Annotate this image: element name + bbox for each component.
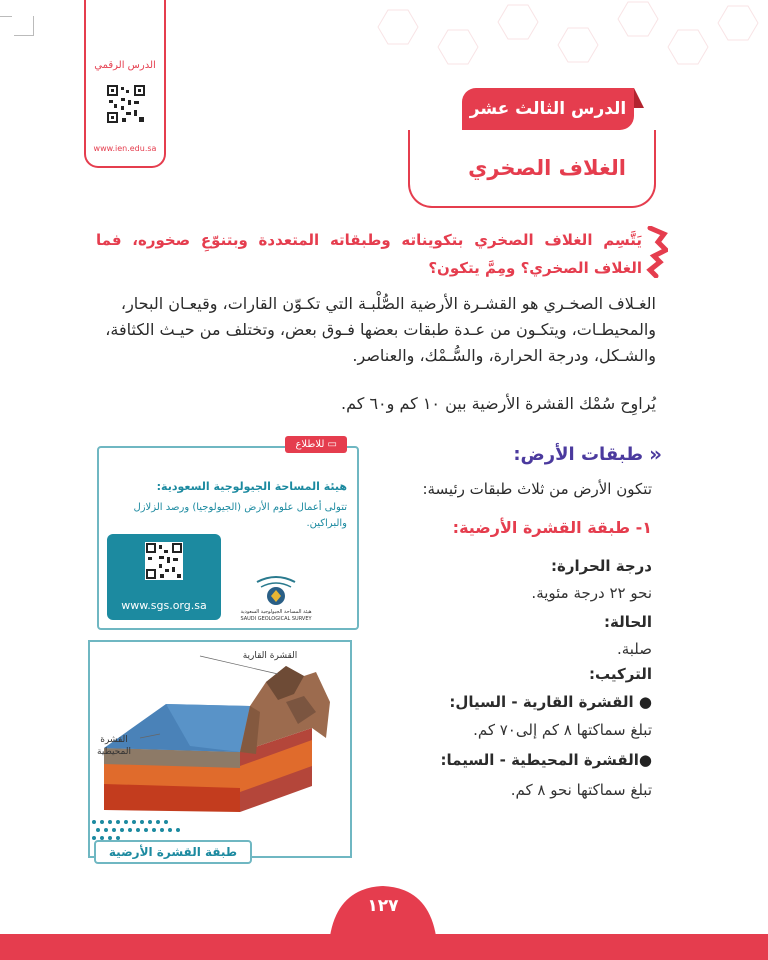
continental-crust-value: تبلغ سماكتها ٨ كم إلى٧٠ كم. <box>473 721 652 739</box>
layers-heading <box>513 442 656 466</box>
hex-pattern <box>348 0 768 90</box>
continental-crust-label <box>449 692 652 712</box>
oceanic-crust-label <box>441 750 652 770</box>
oceanic-crust-caption: القشرة المحيطية <box>97 735 131 757</box>
info-tag-text: للاطلاع <box>295 439 325 450</box>
digital-lesson-url[interactable]: www.ien.edu.sa <box>93 144 157 153</box>
lesson-question: يَتَّسِم الغلاف الصخري بتكويناته وطبقاته المتعددة وبتنوّعِ صخوره، فما الغلاف الصخري؟ ومِمَّ يتكون؟ <box>96 231 642 277</box>
crop-mark <box>0 16 12 17</box>
info-tag <box>285 436 347 453</box>
info-body: تتولى أعمال علوم الأرض (الجيولوجيا) ورصد الزلازل والبراكين. <box>133 502 347 529</box>
info-title: هيئة المساحة الجيولوجية السعودية: <box>156 480 347 493</box>
qr-code-icon[interactable] <box>145 542 183 580</box>
state-value: صلبة. <box>616 640 652 658</box>
double-chevron-icon: « <box>649 442 656 466</box>
qr-code-icon[interactable] <box>106 84 146 124</box>
bullet-icon: ● <box>638 751 652 769</box>
crop-mark <box>14 16 34 36</box>
sgs-link-panel[interactable] <box>107 534 221 620</box>
layers-intro: تتكون الأرض من ثلاث طبقات رئيسة: <box>422 480 652 498</box>
crust-subheading: ١- طبقة القشرة الأرضية: <box>452 518 652 537</box>
oceanic-crust-label-text: القشرة المحيطية - السيما: <box>440 751 639 769</box>
book-icon: ▭ <box>324 439 337 450</box>
lesson-title-box <box>408 130 656 208</box>
bullet-icon: ● <box>633 693 652 711</box>
continental-crust-label-text: القشرة القارية - السيال: <box>449 693 634 711</box>
intro-paragraph: الغـلاف الصخـري هو القشـرة الأرضية الصُّلْبـة التي تكـوّن القارات، وقيعـان البحار، والمحيطـات، ويتكـون من عـدة طبقات بعضها فـوق بعض، وتختلف من حيـث الكثافة، والشـكل، ودرجة الحرارة، والسُّـمْك، والعناصر. <box>105 294 656 365</box>
diagram-caption: طبقة القشرة الأرضية <box>94 840 252 864</box>
sgs-logo-arabic: هيئة المساحة الجيولوجية السعودية <box>240 609 312 615</box>
page-number: ١٢٧ <box>367 896 399 916</box>
thickness-paragraph: يُراوِح سُمْك القشرة الأرضية بين ١٠ كم و٦٠ كم. <box>341 394 656 413</box>
footer-bar <box>0 934 768 960</box>
info-box <box>97 439 359 630</box>
digital-lesson-title: الدرس الرقمي <box>94 60 156 71</box>
oceanic-crust-value: تبلغ سماكتها نحو ٨ كم. <box>510 781 652 799</box>
layers-heading-text: طبقات الأرض: <box>513 443 644 465</box>
composition-label: التركيب: <box>589 665 652 683</box>
sgs-url[interactable]: www.sgs.org.sa <box>121 599 207 612</box>
state-label: الحالة: <box>604 613 652 631</box>
question-mark-icon <box>646 226 668 278</box>
temp-value: نحو ٢٢ درجة مئوية. <box>531 584 652 602</box>
temp-label: درجة الحرارة: <box>550 557 652 575</box>
lesson-number-banner: الدرس الثالث عشر <box>462 88 634 130</box>
continental-crust-caption: القشرة القارية <box>242 651 298 661</box>
sgs-logo-english: SAUDI GEOLOGICAL SURVEY <box>240 616 312 622</box>
sgs-logo <box>229 574 323 622</box>
lesson-title: الغلاف الصخري <box>468 156 626 180</box>
digital-lesson-tab[interactable] <box>84 0 166 168</box>
